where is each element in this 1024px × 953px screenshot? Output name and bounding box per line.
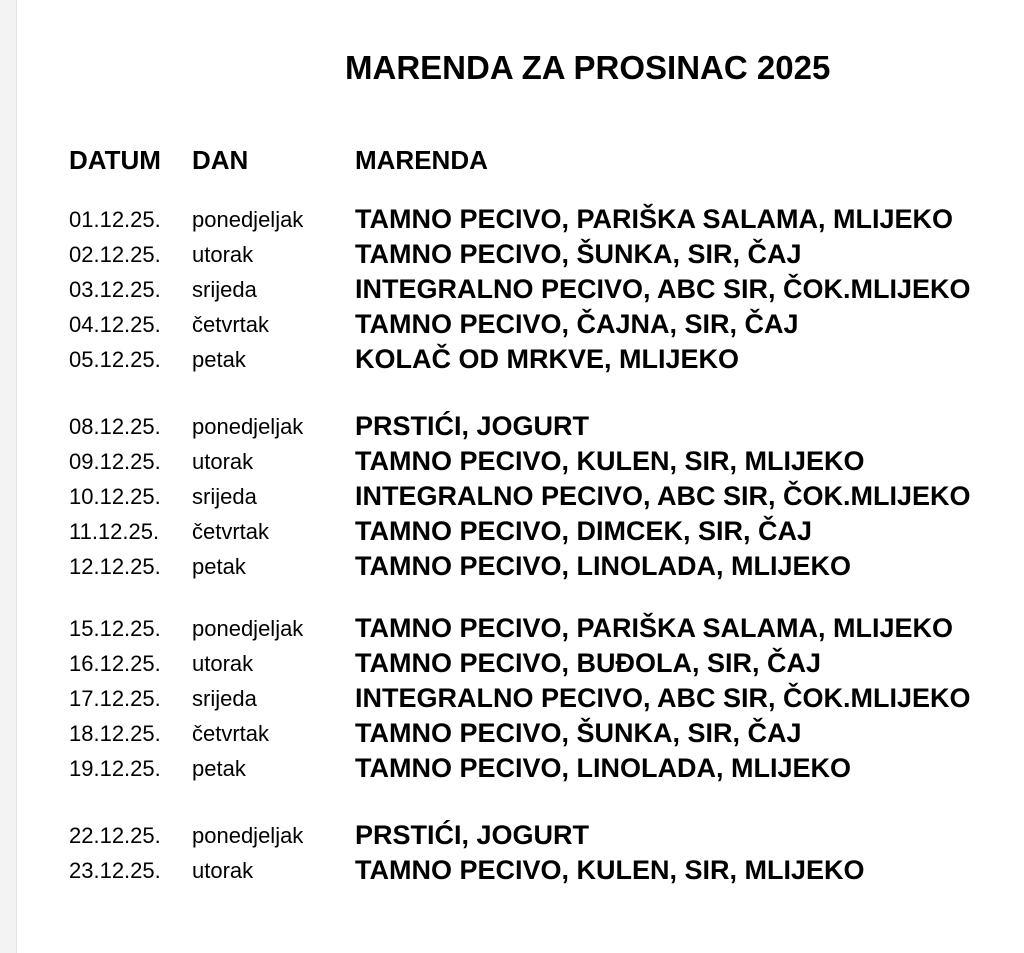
row-day: utorak (192, 242, 254, 267)
menu-row (0, 514, 1024, 549)
menu-row (0, 818, 1024, 853)
row-date: 08.12.25. (69, 414, 161, 439)
menu-row (0, 479, 1024, 514)
row-meal: KOLAČ OD MRKVE, MLIJEKO (355, 344, 740, 374)
menu-row (0, 549, 1024, 584)
menu-row (0, 853, 1024, 888)
menu-row (0, 611, 1024, 646)
row-meal: TAMNO PECIVO, KULEN, SIR, MLIJEKO (355, 446, 865, 476)
row-date: 22.12.25. (69, 823, 161, 848)
row-day: petak (192, 756, 246, 781)
menu-row (0, 646, 1024, 681)
column-header-meal: MARENDA (355, 145, 488, 175)
row-meal: TAMNO PECIVO, BUĐOLA, SIR, ČAJ (355, 648, 822, 678)
row-day: srijeda (192, 484, 257, 509)
row-meal: TAMNO PECIVO, ČAJNA, SIR, ČAJ (355, 309, 799, 339)
week-block-1 (0, 202, 1024, 377)
row-meal: PRSTIĆI, JOGURT (355, 820, 590, 850)
row-date: 03.12.25. (69, 277, 161, 302)
row-meal: INTEGRALNO PECIVO, ABC SIR, ČOK.MLIJEKO (355, 481, 971, 511)
week-block-4 (0, 818, 1024, 888)
row-meal: TAMNO PECIVO, LINOLADA, MLIJEKO (355, 753, 852, 783)
row-meal: TAMNO PECIVO, PARIŠKA SALAMA, MLIJEKO (355, 204, 954, 234)
row-day: petak (192, 554, 246, 579)
row-date: 17.12.25. (69, 686, 161, 711)
row-meal: TAMNO PECIVO, ŠUNKA, SIR, ČAJ (355, 718, 802, 748)
row-day: četvrtak (192, 519, 270, 544)
menu-row (0, 307, 1024, 342)
row-day: petak (192, 347, 246, 372)
row-date: 16.12.25. (69, 651, 161, 676)
row-day: utorak (192, 651, 254, 676)
row-day: ponedjeljak (192, 616, 304, 641)
column-header-day: DAN (192, 145, 249, 175)
row-day: srijeda (192, 277, 257, 302)
row-meal: TAMNO PECIVO, ŠUNKA, SIR, ČAJ (355, 239, 802, 269)
menu-row (0, 272, 1024, 307)
row-meal: TAMNO PECIVO, PARIŠKA SALAMA, MLIJEKO (355, 613, 954, 643)
row-day: četvrtak (192, 721, 270, 746)
row-date: 11.12.25. (69, 519, 160, 544)
row-date: 15.12.25. (69, 616, 161, 641)
row-date: 04.12.25. (69, 312, 161, 337)
row-date: 18.12.25. (69, 721, 161, 746)
column-header-date: DATUM (69, 145, 161, 175)
menu-row (0, 342, 1024, 377)
row-meal: TAMNO PECIVO, DIMCEK, SIR, ČAJ (355, 516, 813, 546)
row-meal: TAMNO PECIVO, KULEN, SIR, MLIJEKO (355, 855, 865, 885)
row-day: četvrtak (192, 312, 270, 337)
row-day: ponedjeljak (192, 207, 304, 232)
menu-row (0, 681, 1024, 716)
row-meal: INTEGRALNO PECIVO, ABC SIR, ČOK.MLIJEKO (355, 683, 971, 713)
row-day: ponedjeljak (192, 823, 304, 848)
row-date: 02.12.25. (69, 242, 161, 267)
week-block-2 (0, 409, 1024, 584)
row-date: 09.12.25. (69, 449, 161, 474)
row-day: srijeda (192, 686, 257, 711)
menu-row (0, 237, 1024, 272)
row-meal: INTEGRALNO PECIVO, ABC SIR, ČOK.MLIJEKO (355, 274, 971, 304)
row-day: utorak (192, 858, 254, 883)
menu-row (0, 444, 1024, 479)
page-title: MARENDA ZA PROSINAC 2025 (345, 49, 831, 86)
row-day: utorak (192, 449, 254, 474)
row-date: 05.12.25. (69, 347, 161, 372)
row-date: 19.12.25. (69, 756, 161, 781)
menu-row (0, 409, 1024, 444)
row-meal: TAMNO PECIVO, LINOLADA, MLIJEKO (355, 551, 852, 581)
row-date: 01.12.25. (69, 207, 161, 232)
menu-row (0, 751, 1024, 786)
row-meal: PRSTIĆI, JOGURT (355, 411, 590, 441)
menu-row (0, 716, 1024, 751)
row-date: 23.12.25. (69, 858, 161, 883)
menu-row (0, 202, 1024, 237)
row-date: 10.12.25. (69, 484, 161, 509)
week-block-3 (0, 611, 1024, 786)
row-date: 12.12.25. (69, 554, 161, 579)
row-day: ponedjeljak (192, 414, 304, 439)
